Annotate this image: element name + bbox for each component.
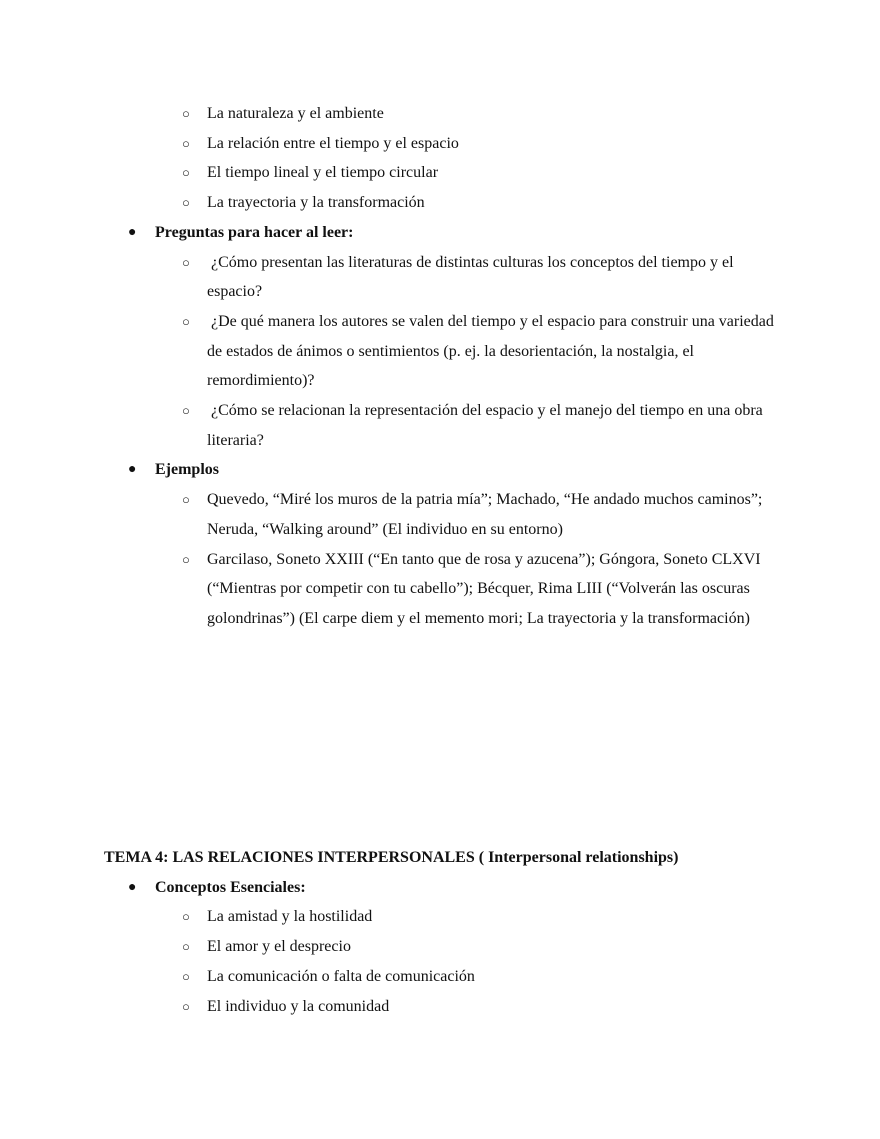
circle-bullet-icon: ○ [182,135,190,151]
list-item: ○ ¿Cómo presentan las literaturas de distintas culturas los conceptos del tiempo y el espacio? [0,248,782,307]
circle-bullet-icon: ○ [182,106,190,121]
list-item: ○ La trayectoria y la transformación [0,188,782,218]
circle-bullet-icon: ○ [182,254,190,270]
circle-bullet-icon: ○ [182,403,190,419]
list-item: ○ El tiempo lineal y el tiempo circular [0,158,782,188]
bullet-icon: ● [128,462,137,478]
list-item: ○ Quevedo, “Miré los muros de la patria mía”; Machado, “He andado muchos caminos”; Neruda, “Walking around” (El individuo en su entorno) [0,485,782,544]
list-item: ○ El individuo y la comunidad [0,992,782,1022]
bullet-icon: ● [128,879,137,895]
list-item: ○ Garcilaso, Soneto XXIII (“En tanto que de rosa y azucena”); Góngora, Soneto CLXVI (“Mientras por competir con tu cabello”); Bécquer, Rima LIII (“Volverán las oscuras golondrinas”) (El carpe diem y el memento mori; La trayectoria y la transformación) [0,545,782,634]
circle-bullet-icon: ○ [182,195,190,211]
circle-bullet-icon: ○ [182,165,190,181]
circle-bullet-icon: ○ [182,492,190,508]
circle-bullet-icon: ○ [182,909,190,925]
bullet-icon: ● [128,224,137,240]
section-title: TEMA 4: LAS RELACIONES INTERPERSONALES ( Interpersonal relationships) [104,849,679,866]
examples-heading: ● Ejemplos [0,455,880,485]
list-item: ○ La amistad y la hostilidad [0,902,782,932]
section-tema-3-continued [0,99,880,634]
list-item: ○ La comunicación o falta de comunicación [0,962,782,992]
circle-bullet-icon: ○ [182,968,190,984]
list-item: ○ El amor y el desprecio [0,932,782,962]
list-item: ○ La naturaleza y el ambiente [0,99,782,129]
list-item: ○ ¿De qué manera los autores se valen del tiempo y el espacio para construir una variedad de estados de ánimos o sentimientos (p. ej. la desorientación, la nostalgia, el remordimiento)? [0,307,782,396]
circle-bullet-icon: ○ [182,939,190,955]
section-tema-4 [0,843,880,1021]
circle-bullet-icon: ○ [182,998,190,1014]
list-item: ○ ¿Cómo se relacionan la representación del espacio y el manejo del tiempo en una obra literaria? [0,396,782,455]
circle-bullet-icon: ○ [182,313,190,329]
circle-bullet-icon: ○ [182,551,190,567]
concepts-heading: ● Conceptos Esenciales: [0,873,880,903]
list-item: ○ La relación entre el tiempo y el espacio [0,129,782,159]
questions-heading: ● Preguntas para hacer al leer: [0,218,880,248]
